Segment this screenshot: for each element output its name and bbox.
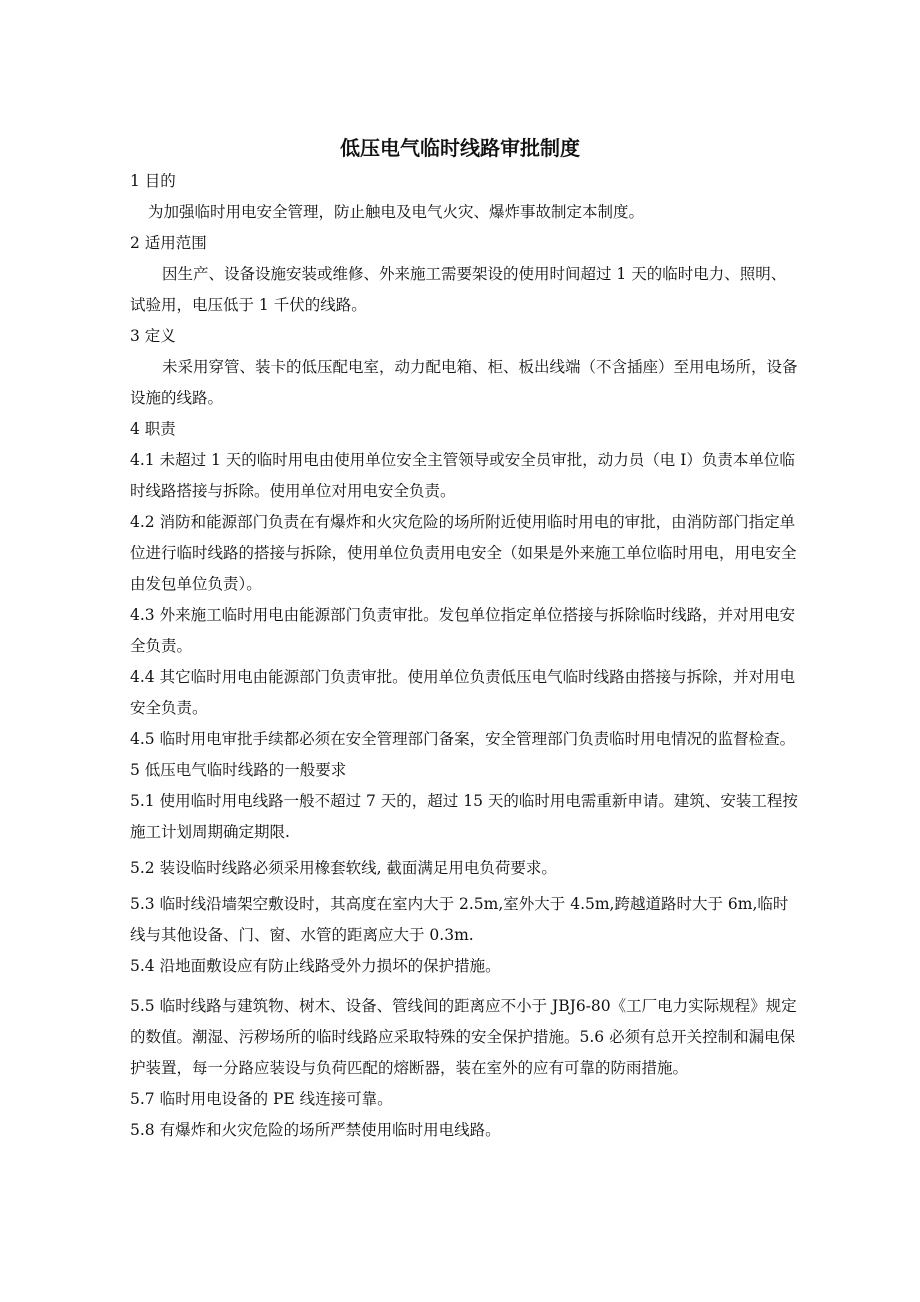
responsibility-item-4-1: 4.1 未超过 1 天的临时用电由使用单位安全主管领导或安全员审批，动力员（电 I）负责本单位临时线路搭接与拆除。使用单位对用电安全负责。 (130, 451, 795, 500)
requirement-item-5-1: 5.1 使用临时用电线路一般不超过 7 天的，超过 15 天的临时用电需重新申请。建筑、安装工程按施工计划周期确定期限. (130, 792, 798, 841)
document-body (130, 166, 800, 1146)
section-general-requirements-heading: 5 低压电气临时线路的一般要求 (130, 761, 347, 779)
requirement-item-5-2: 5.2 装设临时线路必须采用橡套软线, 截面满足用电负荷要求。 (130, 859, 557, 877)
section-scope-heading: 2 适用范围 (130, 234, 207, 252)
section-purpose-heading: 1 目的 (130, 172, 176, 190)
section-responsibilities-heading: 4 职责 (130, 420, 176, 438)
responsibility-item-4-4: 4.4 其它临时用电由能源部门负责审批。使用单位负责低压电气临时线路由搭接与拆除，并对用电安全负责。 (130, 668, 796, 717)
definition-paragraph: 未采用穿管、装卡的低压配电室，动力配电箱、柜、板出线端（不含插座）至用电场所，设备设施的线路。 (130, 358, 798, 407)
requirement-item-5-4: 5.4 沿地面敷设应有防止线路受外力损坏的保护措施。 (130, 957, 501, 975)
requirement-item-5-5-and-5-6: 5.5 临时线路与建筑物、树木、设备、管线间的距离应不小于 JBJ6-80《工厂电力实际规程》规定的数值。潮湿、污秽场所的临时线路应采取特殊的安全保护措施。5.6 必须有总开关控制和漏电保护装置，每一分路应装设与负荷匹配的熔断器，装在室外的应有可靠的防雨措施。 (130, 997, 797, 1077)
scope-paragraph: 因生产、设备设施安装或维修、外来施工需要架设的使用时间超过 1 天的临时电力、照明、试验用，电压低于 1 千伏的线路。 (130, 265, 787, 314)
responsibility-item-4-2: 4.2 消防和能源部门负责在有爆炸和火灾危险的场所附近使用临时用电的审批，由消防部门指定单位进行临时线路的搭接与拆除，使用单位负责用电安全（如果是外来施工单位临时用电，用电安全由发包单位负责）。 (130, 513, 797, 593)
requirement-item-5-8: 5.8 有爆炸和火灾危险的场所严禁使用临时用电线路。 (130, 1121, 501, 1139)
section-definition-heading: 3 定义 (130, 327, 176, 345)
responsibility-item-4-5: 4.5 临时用电审批手续都必须在安全管理部门备案，安全管理部门负责临时用电情况的监督检查。 (130, 730, 796, 748)
responsibility-item-4-3: 4.3 外来施工临时用电由能源部门负责审批。发包单位指定单位搭接与拆除临时线路，并对用电安全负责。 (130, 606, 796, 655)
requirement-item-5-7: 5.7 临时用电设备的 PE 线连接可靠。 (130, 1090, 393, 1108)
purpose-paragraph: 为加强临时用电安全管理，防止触电及电气火灾、爆炸事故制定本制度。 (148, 203, 645, 221)
requirement-item-5-3: 5.3 临时线沿墙架空敷设时，其高度在室内大于 2.5m,室外大于 4.5m,跨越道路时大于 6m,临时线与其他设备、门、窗、水管的距离应大于 0.3m. (130, 895, 789, 944)
document-title: 低压电气临时线路审批制度 (340, 136, 580, 161)
